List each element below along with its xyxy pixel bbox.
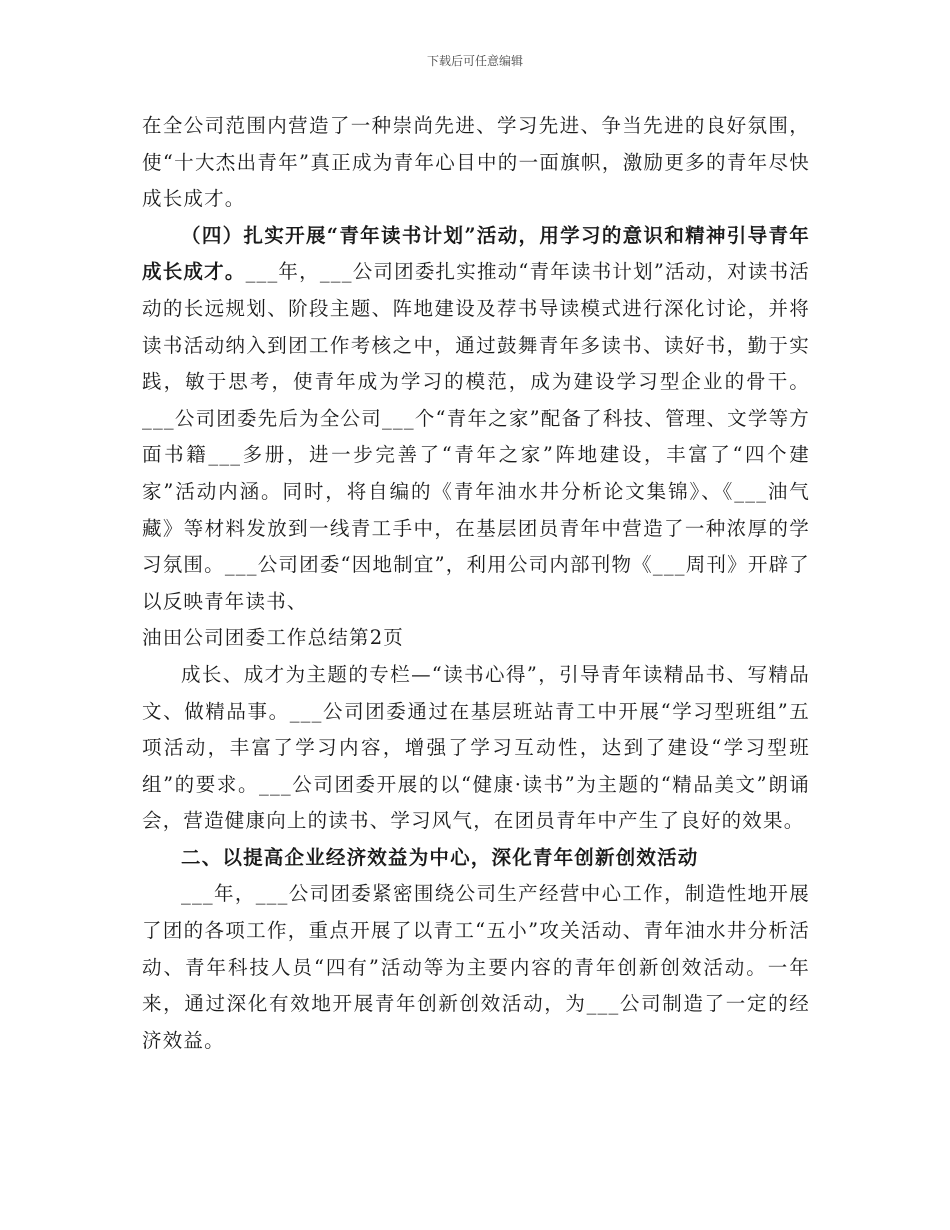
paragraph-reading-column: 成长、成才为主题的专栏—“读书心得”，引导青年读精品书、写精品文、做精品事。___公司团委通过在基层班站青工中开展“学习型班组”五项活动，丰富了学习内容，增强了学习互动性，达到了建设“学习型班组”的要求。___公司团委开展的以“健康·读书”为主题的“精品美文”朗诵会，营造健康向上的读书、学习风气，在团员青年中产生了良好的效果。 bbox=[142, 662, 810, 833]
paragraph-reading-plan-text: ___年，___公司团委扎实推动“青年读书计划”活动，对读书活动的长远规划、阶段主题、阵地建设及荐书导读模式进行深化讨论，并将读书活动纳入到团工作考核之中，通过鼓舞青年多读书、读好书，勤于实践，敏于思考，使青年成为学习的模范，成为建设学习型企业的骨干。___公司团委先后为全公司___个“青年之家”配备了科技、管理、文学等方面书籍___多册，进一步完善了“青年之家”阵地建设，丰富了“四个建家”活动内涵。同时，将自编的《青年油水井分析论文集锦》、《___油气藏》等材料发放到一线青工手中，在基层团员青年中营造了一种浓厚的学习氛围。___公司团委“因地制宜”，利用公司内部刊物《___周刊》开辟了以反映青年读书、 bbox=[142, 260, 810, 613]
section-heading-innovation: 二、以提高企业经济效益为中心，深化青年创新创效活动 bbox=[181, 845, 699, 869]
document-body bbox=[142, 108, 810, 1059]
paragraph-innovation: ___年，___公司团委紧密围绕公司生产经营中心工作，制造性地开展了团的各项工作，重点开展了以青工“五小”攻关活动、青年油水井分析活动、青年科技人员“四有”活动等为主要内容的青年创新创效活动。一年来，通过深化有效地开展青年创新创效活动，为___公司制造了一定的经济效益。 bbox=[142, 882, 810, 1052]
page-label: 油田公司团委工作总结第2页 bbox=[142, 626, 405, 650]
paragraph-reading-plan bbox=[142, 218, 810, 621]
page-header-note: 下载后可任意编辑 bbox=[426, 54, 523, 68]
paragraph-continuation: 在全公司范围内营造了一种崇尚先进、学习先进、争当先进的良好氛围，使“十大杰出青年”真正成为青年心目中的一面旗帜，激励更多的青年尽快成长成才。 bbox=[142, 114, 810, 211]
subsection-heading-reading-plan: （四）扎实开展“青年读书计划”活动，用学习的意识和精神引导青年成长成才。 bbox=[142, 223, 810, 284]
